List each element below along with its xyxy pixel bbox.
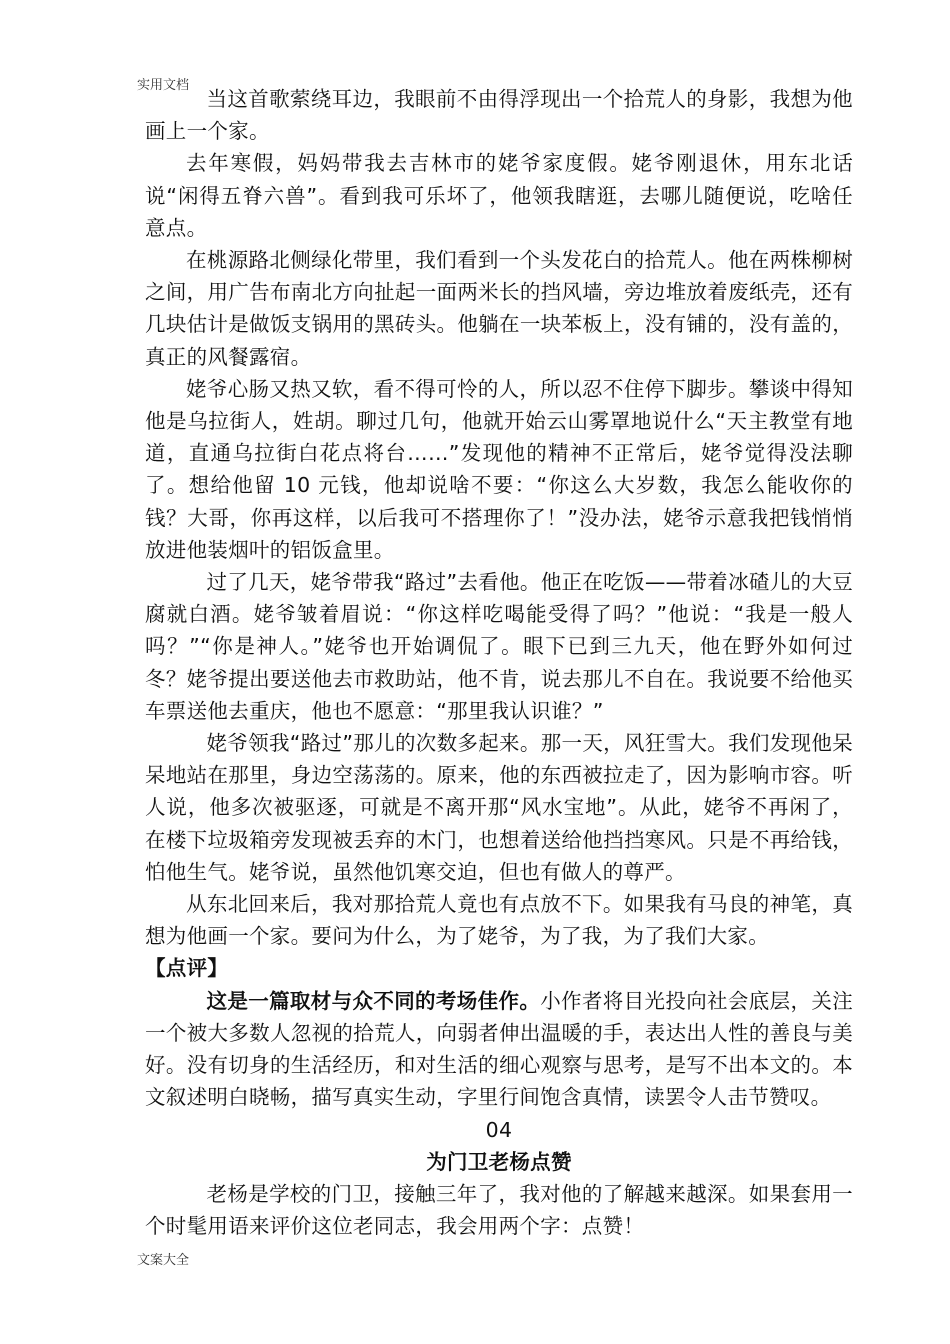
paragraph-2: 去年寒假，妈妈带我去吉林市的姥爷家度假。姥爷刚退休，用东北话说“闲得五脊六兽”。看到我可乐坏了，他领我瞎逛，去哪儿随便说，吃啥任意点。 [145,151,853,240]
comment-heading: 【点评】 [145,956,229,981]
section-title: 为门卫老杨点赞 [426,1149,572,1174]
section-number: 04 [485,1117,513,1142]
paragraph-6: 姥爷领我“路过”那儿的次数多起来。那一天，风狂雪大。我们发现他呆呆地站在那里，身边空荡荡的。原来，他的东西被拉走了，因为影响市容。听人说，他多次被驱逐，可就是不离开那“风水宝地”。从此，姥爷不再闲了，在楼下垃圾箱旁发现被丢弃的木门，也想着送给他挡挡寒风。只是不再给钱，怕他生气。姥爷说，虽然他饥寒交迫，但也有做人的尊严。 [145,731,853,884]
comment-body: 小作者将目光投向社会底层，关注一个被大多数人忽视的拾荒人，向弱者伸出温暖的手，表达出人性的善良与美好。没有切身的生活经历，和对生活的细心观察与思考，是写不出本文的。本文叙述明白晓畅，描写真实生动，字里行间饱含真情，读罢令人击节赞叹。 [145,988,853,1110]
paragraph-5: 过了几天，姥爷带我“路过”去看他。他正在吃饭——带着冰碴儿的大豆腐就白酒。姥爷皱着眉说：“你这样吃喝能受得了吗？”他说：“我是一般人吗？”“你是神人。”姥爷也开始调侃了。眼下已到三九天，他在野外如何过冬？姥爷提出要送他去市救助站，他不肯，说去那儿不自在。我说要不给他买车票送他去重庆，他也不愿意：“那里我认识谁？” [145,570,853,723]
paragraph-3: 在桃源路北侧绿化带里，我们看到一个头发花白的拾荒人。他在两株柳树之间，用广告布南北方向扯起一面两米长的挡风墙，旁边堆放着废纸壳，还有几块估计是做饭支锅用的黑砖头。他躺在一块苯板上，没有铺的，没有盖的，真正的风餐露宿。 [145,248,853,369]
header-note: 实用文档 [137,78,190,93]
section-paragraph: 老杨是学校的门卫，接触三年了，我对他的了解越来越深。如果套用一个时髦用语来评价这位老同志，我会用两个字：点赞！ [145,1181,853,1239]
paragraph-1: 当这首歌萦绕耳边，我眼前不由得浮现出一个拾荒人的身影，我想为他画上一个家。 [145,87,853,144]
comment-lead: 这是一篇取材与众不同的考场佳作。 [206,988,541,1013]
footer-note: 文案大全 [137,1253,190,1268]
comment-paragraph [145,985,853,1114]
paragraph-7: 从东北回来后，我对那拾荒人竟也有点放不下。如果我有马良的神笔，真想为他画一个家。要问为什么，为了姥爷，为了我，为了我们大家。 [145,892,853,949]
article-body [145,83,853,1242]
paragraph-4: 姥爷心肠又热又软，看不得可怜的人，所以忍不住停下脚步。攀谈中得知他是乌拉街人，姓胡。聊过几句，他就开始云山雾罩地说什么“天主教堂有地道，直通乌拉街白花点将台……”发现他的精神不正常后，姥爷觉得没法聊了。想给他留 10 元钱，他却说啥不要：“你这么大岁数，我怎么能收你的钱？大哥，你再这样，以后我可不搭理你了！”没办法，姥爷示意我把钱悄悄放进他装烟叶的铝饭盒里。 [145,376,853,562]
